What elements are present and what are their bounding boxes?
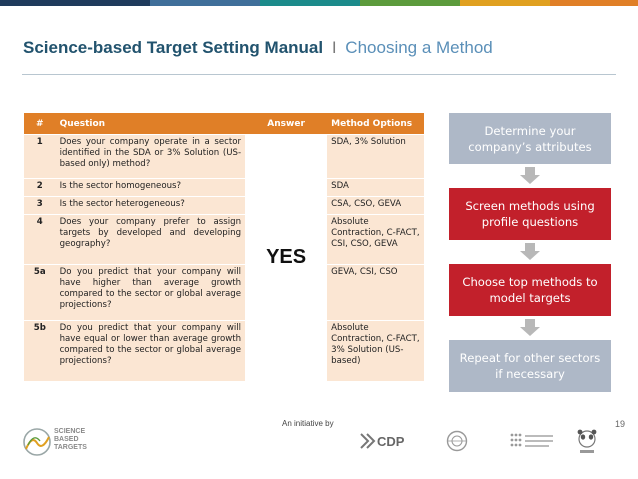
- table-header-row: [24, 113, 424, 135]
- header-method-options: Method Options: [327, 113, 424, 135]
- table-row: [24, 197, 424, 215]
- row-question: Do you predict that your company will have higher than average growth compared to the sector or global average projections?: [56, 265, 245, 321]
- title-main: Science-based Target Setting Manual: [23, 38, 324, 57]
- flow-step-repeat-sectors: [449, 340, 611, 392]
- row-number: 5a: [24, 265, 56, 321]
- page-number: 19: [615, 419, 626, 429]
- initiative-label: An initiative by: [282, 419, 334, 428]
- table-row: [24, 135, 424, 179]
- table-row: [24, 265, 424, 321]
- table-row: [24, 215, 424, 265]
- table-row: [24, 179, 424, 197]
- cdp-logo: [358, 430, 416, 452]
- table-row: [24, 321, 424, 381]
- top-color-bar: [0, 0, 638, 6]
- answer-yes: YES: [245, 135, 327, 381]
- title-sub: Choosing a Method: [345, 38, 493, 57]
- row-question: Is the sector homogeneous?: [56, 179, 245, 197]
- row-question: Do you predict that your company will have equal or lower than average growth compared to the sector or global average projections?: [56, 321, 245, 381]
- wwf-logo: [574, 428, 600, 456]
- row-number: 4: [24, 215, 56, 265]
- world-resources-institute-logo: [508, 430, 558, 452]
- flow-step-label: Repeat for other sectors if necessary: [459, 351, 601, 381]
- science-based-targets-logo: [22, 422, 132, 462]
- flow-step-label: Screen methods using profile questions: [465, 199, 595, 229]
- title-divider: [22, 74, 616, 75]
- header-number: #: [24, 113, 56, 135]
- header-answer: Answer: [245, 113, 327, 135]
- row-method-options: CSA, CSO, GEVA: [327, 197, 424, 215]
- logo-line: TARGETS: [54, 444, 87, 451]
- row-number: 3: [24, 197, 56, 215]
- row-question: Is the sector heterogeneous?: [56, 197, 245, 215]
- row-question: Does your company prefer to assign targets by developed and developing geography?: [56, 215, 245, 265]
- row-method-options: SDA, 3% Solution: [327, 135, 424, 179]
- row-number: 2: [24, 179, 56, 197]
- row-method-options: GEVA, CSI, CSO: [327, 265, 424, 321]
- svg-text:CDP: CDP: [377, 434, 405, 449]
- un-global-compact-logo: [446, 430, 468, 452]
- method-questions-table: [24, 113, 424, 381]
- page-title: [23, 38, 493, 58]
- row-method-options: SDA: [327, 179, 424, 197]
- title-separator: I: [331, 38, 337, 57]
- header-question: Question: [56, 113, 245, 135]
- row-method-options: Absolute Contraction, C-FACT, CSI, CSO, GEVA: [327, 215, 424, 265]
- row-number: 1: [24, 135, 56, 179]
- logo-line: SCIENCE: [54, 428, 86, 435]
- flow-step-label: Choose top methods to model targets: [462, 275, 598, 305]
- flow-step-screen-methods: [449, 188, 611, 240]
- sbt-swirl-icon: [22, 425, 52, 459]
- row-question: Does your company operate in a sector identified in the SDA or 3% Solution (US-based only) method?: [56, 135, 245, 179]
- flow-step-choose-methods: [449, 264, 611, 316]
- flow-step-determine-attributes: [449, 113, 611, 164]
- logo-line: BASED: [54, 436, 79, 443]
- flow-step-label: Determine your company’s attributes: [468, 123, 592, 154]
- row-number: 5b: [24, 321, 56, 381]
- row-method-options: Absolute Contraction, C-FACT, 3% Solution (US-based): [327, 321, 424, 381]
